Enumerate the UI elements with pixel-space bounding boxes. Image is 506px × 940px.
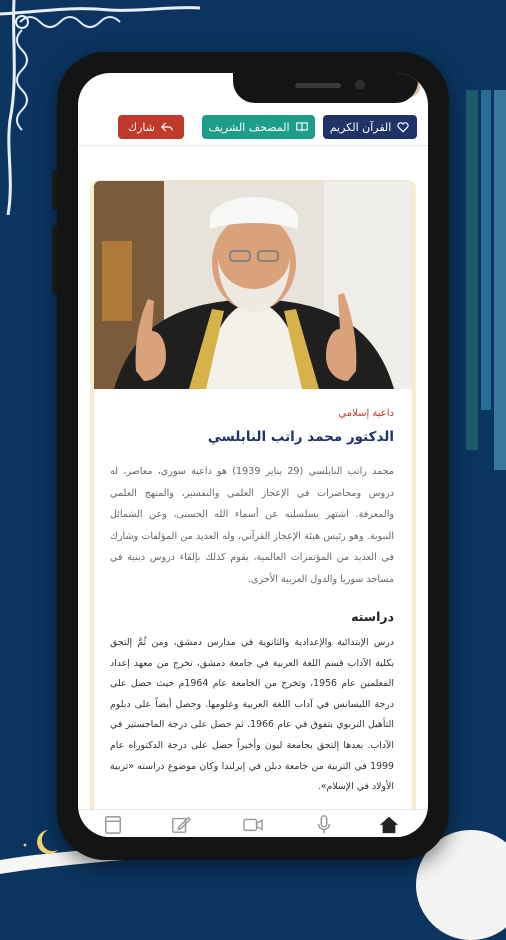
nav-home[interactable]: [378, 814, 400, 834]
share-icon: [160, 120, 174, 134]
video-icon: [242, 814, 264, 834]
decorative-bars: [466, 90, 506, 470]
mushaf-button[interactable]: [202, 115, 315, 139]
mushaf-button-label: المصحف الشريف: [208, 120, 290, 134]
bottom-navigation: [78, 809, 428, 837]
camera-icon: [355, 80, 365, 90]
study-text: درس الإبتدائية والإعدادية والثانوية في مدارس دمشق، ومن ثُمَّ إلتحق بكلية الآداب قسم اللغة العربية في جامعة دمشق، تخرج من معهد إعداد المعلمين عام 1956، وتخرج من الجامعة عام 1964م حيث حصل على درجة الليسانس في آداب اللغة العربية وعلومها. وحصل أيضاً على دبلوم التأهيل التربوي بتفوق في عام 1966. ثم حصل على درجة الماجستير في الآداب. بعدها إلتحق بجامعة ليون وأخيراً حصل على درجة الدكتوراه عام 1999 في التربية من جامعة دبلن في إيرلندا وكان موضوع دراسته «تربية الأولاد في الإسلام».: [110, 637, 394, 793]
book-icon: [295, 120, 309, 134]
profile-bio: محمد راتب النابلسي (29 يناير 1939) هو داعية سوري، معاصر، له دروس ومحاضرات في الإعجاز العلمي والتفسير، والمنهج العلمي والمعرفة. اشتهر بسلسلته عن أسماء الله الحسنى، وعن الشمائل النبوية. وهو رئيس هيئة الإعجاز القرآني، وله العديد من المؤلفات وشارك في العديد من المؤتمرات العالمية، يقوم كذلك بإلقاء دروس دينية في مساجد سوريا والدول العربية الأخرى.: [110, 466, 394, 585]
nav-books[interactable]: [102, 814, 124, 834]
nav-articles[interactable]: [170, 814, 192, 834]
edit-icon: [170, 814, 192, 834]
profile-name: الدكتور محمد راتب النابلسي: [207, 429, 394, 445]
home-icon: [378, 814, 400, 834]
share-button[interactable]: [118, 115, 184, 139]
phone-notch: [233, 73, 418, 103]
nav-video[interactable]: [242, 814, 264, 834]
document-icon: [102, 814, 124, 834]
heart-icon: [396, 120, 410, 134]
app-screen: [78, 73, 428, 837]
microphone-icon: [313, 814, 335, 834]
profile-card: [94, 181, 412, 821]
top-action-bar: [78, 109, 428, 146]
share-button-label: شارك: [128, 120, 155, 134]
profile-photo: [94, 181, 412, 389]
speaker-grille: [295, 83, 341, 88]
study-section-title: دراسته: [351, 609, 394, 624]
nav-audio[interactable]: [313, 814, 335, 834]
quran-button[interactable]: [323, 115, 417, 139]
quran-button-label: القرآن الكريم: [329, 120, 392, 134]
category-label: داعية إسلامي: [338, 408, 394, 419]
